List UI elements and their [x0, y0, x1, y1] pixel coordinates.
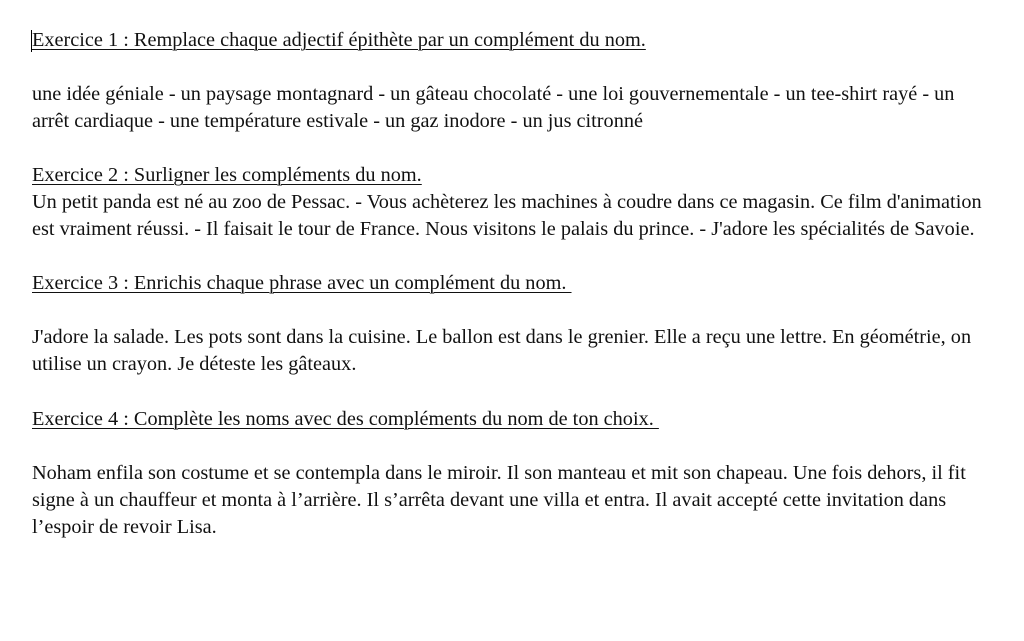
text-cursor	[31, 30, 32, 52]
spacer	[32, 135, 992, 162]
exercise-4-text: Noham enfila son costume et se contempla dans le miroir. Il son manteau et mit son chapeau. Une fois dehors, il fit signe à un chauffeur et monta à l’arrière. Il s’arrêta devant une villa et entra. Il avait accepté cette invitation dans l’espoir de revoir Lisa.	[32, 462, 966, 538]
exercise-4-heading	[32, 406, 992, 433]
spacer	[32, 243, 992, 270]
spacer	[32, 297, 992, 324]
exercise-1-heading	[32, 27, 992, 54]
exercise-3-heading-text: Exercice 3 : Enrichis chaque phrase avec un complément du nom.	[32, 272, 572, 294]
document-page	[32, 27, 992, 541]
exercise-1-text: une idée géniale - un paysage montagnard - un gâteau chocolaté - une loi gouvernementale - un tee-shirt rayé - un arrêt cardiaque - une température estivale - un gaz inodore - un jus citronné	[32, 83, 955, 132]
spacer	[32, 54, 992, 81]
exercise-3-heading	[32, 270, 992, 297]
spacer	[32, 378, 992, 406]
exercise-2-heading-text: Exercice 2 : Surligner les compléments du nom.	[32, 164, 422, 186]
exercise-2-text: Un petit panda est né au zoo de Pessac. - Vous achèterez les machines à coudre dans ce magasin. Ce film d'animation est vraiment réussi. - Il faisait le tour de France. Nous visitons le palais du prince. - J'adore les spécialités de Savoie.	[32, 191, 982, 240]
exercise-2-heading	[32, 162, 992, 189]
exercise-4-heading-text: Exercice 4 : Complète les noms avec des compléments du nom de ton choix.	[32, 408, 659, 430]
spacer	[32, 433, 992, 460]
exercise-3-text: J'adore la salade. Les pots sont dans la cuisine. Le ballon est dans le grenier. Elle a reçu une lettre. En géométrie, on utilise un crayon. Je déteste les gâteaux.	[32, 326, 972, 375]
exercise-1-heading-text: Exercice 1 : Remplace chaque adjectif épithète par un complément du nom.	[32, 29, 646, 51]
